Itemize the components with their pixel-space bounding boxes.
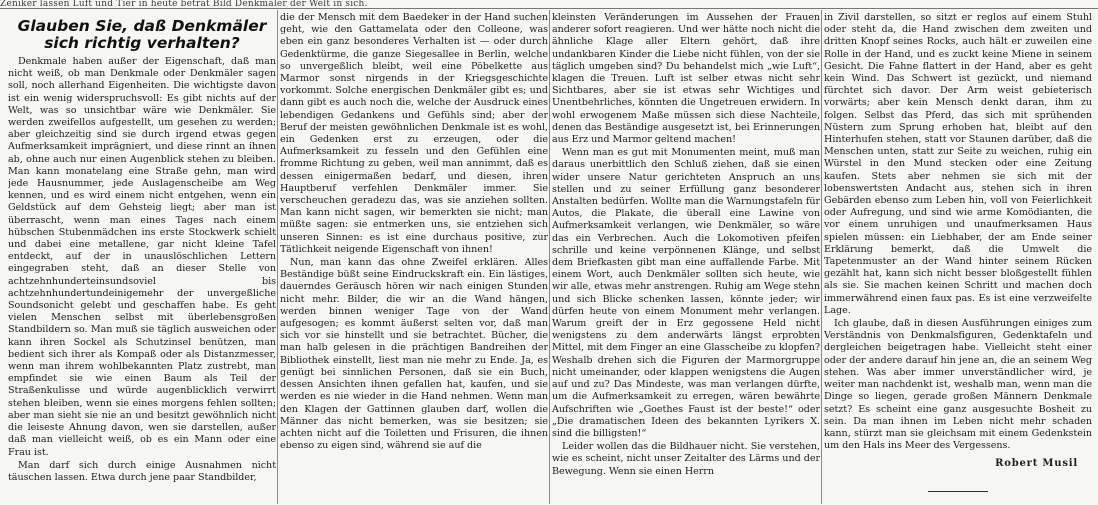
end-of-article-rule bbox=[928, 491, 988, 492]
article-paragraph: Nun, man kann das ohne Zweifel erklären. Alles Beständige büßt seine Eindruckskraft ein. Ein lästiges, dauerndes Geräusch hören wir nach einigen Stunden nicht mehr. Bilder, die wir an die Wand hängen, werden binnen weniger Tage von der Wand aufgesogen; es kommt äußerst selten vor, daß man sich vor sie hinstellt und sie betrachtet. Bücher, die man halb gelesen in die prächtigen Bandreihen der Bibliothek einstellt, liest man nie mehr zu Ende. Ja, es genügt bei sinnlichen Personen, daß sie ein Buch, dessen Ansichten ihnen gefallen hat, kaufen, und sie werden es nie wieder in die Hand nehmen. Wenn man den Klagen der Gattinnen glauben darf, wollen die Männer das nicht bemerken, was sie besitzen; sie achten nicht auf die Toiletten und Frisuren, die ihnen ebenso zu eigen sind, während sie auf die bbox=[280, 257, 548, 452]
article-paragraph: die der Mensch mit dem Baedeker in der Hand suchen geht, wie den Gattamelata oder den Colleone, was eben ein ganz besonderes Verhalten ist — oder durch Gedenktürme, die ganze Siegesallee in Berlin, welche so unvergeßlich bleibt, weil eine Pöbelkette aus Marmor sonst nirgends in der Kriegsgeschichte vorkommt. Solche energischen Denkmäler gibt es; und dann gibt es auch noch die, welche der Ausdruck eines lebendigen Gedankens und Gefühls sind; aber der Beruf der meisten gewöhnlichen Denkmale ist es wohl, ein Gedenken erst zu erzeugen, oder die Aufmerksamkeit zu fesseln und den Gefühlen eine fromme Richtung zu geben, weil man annimmt, daß es dessen einigermaßen bedarf, und diesen, ihren Hauptberuf verfehlen Denkmäler immer. Sie verscheuchen geradezu das, was sie anziehen sollten. Man kann nicht sagen, wir bemerkten sie nicht; man müßte sagen: sie entmerken uns, sie entziehen sich unseren Sinnen: es ist eine durchaus positive, zur Tätlichkeit neigende Eigenschaft von ihnen! bbox=[280, 12, 548, 255]
article-column-1 bbox=[8, 12, 276, 500]
article-column-2 bbox=[280, 12, 548, 500]
article-paragraph: Ich glaube, daß in diesen Ausführungen einiges zum Verständnis von Denkmalsfiguren, Gedenktafeln und dergleichen beigetragen habe. Vielleicht steht einer oder der andere darauf hin jene an, die an seinem Weg stehen. Was aber immer unverständlicher wird, je weiter man nachdenkt ist, weshalb man, wenn man die Dinge so liegen, gerade großen Männern Denkmale setzt? Es scheint eine ganz ausgesuchte Bosheit zu sein. Da man ihnen im Leben nicht mehr schaden kann, stürzt man sie gleichsam mit einem Gedenkstein um den Hals ins Meer des Vergessens. bbox=[824, 318, 1092, 452]
article-column-3 bbox=[552, 12, 820, 500]
column-divider bbox=[277, 10, 278, 504]
top-divider bbox=[0, 8, 1098, 9]
article-paragraph: Wenn man es gut mit Monumenten meint, muß man daraus unerbittlich den Schluß ziehen, daß sie einen wider unsere Natur gerichteten Anspruch an uns stellen und zu seiner Erfüllung ganz besonderer Anstalten bedürfen. Wollte man die Warnungstafeln für Autos, die Plakate, die überall eine Lawine von Aufmerksamkeit verlangen, wie Denkmäler, so wäre das ein Verbrechen. Auch die Lokomotiven pfeifen schrille und keine verpönnenen Klänge, und selbst dem Briefkasten gibt man eine auffallende Farbe. Mit einem Wort, auch Denkmäler sollten sich heute, wie wir alle, etwas mehr anstrengen. Ruhig am Wege stehn und sich Blicke schenken lassen, könnte jeder; wir dürfen heute von einem Monument mehr verlangen. Warum greift der in Erz gegossene Held nicht wenigstens zu dem anderwärts längst erprobten Mittel, mit dem Finger an eine Glasscheibe zu klopfen? Weshalb drehen sich die Figuren der Marmorgruppe nicht umeinander, oder klappen wenigstens die Augen auf und zu? Das Mindeste, was man verlangen dürfte, um die Aufmerksamkeit zu erregen, wären bewährte Aufschriften wie „Goethes Faust ist der beste!“ oder „Die dramatischen Ideen des bekannten Lyrikers X. sind die billigsten!“ bbox=[552, 147, 820, 439]
article-column-4 bbox=[824, 12, 1092, 500]
previous-article-strip: Zeniker lassen Luft und Tier in heute betrat Bild Denkmäler der Welt in sich. bbox=[0, 0, 368, 8]
article-paragraph: in Zivil darstellen, so sitzt er reglos auf einem Stuhl oder steht da, die Hand zwischen dem zweiten und dritten Knopf seines Rocks, auch hält er zuweilen eine Rolle in der Hand, und es zuckt keine Miene in seinem Gesicht. Die Fahne flattert in der Hand, aber es geht kein Wind. Das Schwert ist gezückt, und niemand fürchtet sich davor. Der Arm weist gebieterisch vorwärts; aber kein Mensch denkt daran, ihm zu folgen. Selbst das Pferd, das sich mit sprühenden Nüstern zum Sprung erhoben hat, bleibt auf den Hinterhufen stehen, statt vor Staunen darüber, daß die Menschen unten, statt zur Seite zu weichen, ruhig ein Würstel in den Mund stecken oder eine Zeitung kaufen. Stets aber nehmen sie sich mit der lobenswertsten Andacht aus, stehen sich in ihren Gebärden ebenso zum Leben hin, voll von Feierlichkeit oder Aufregung, und sind wie arme Komödianten, die vor einem unruhigen und unaufmerksamen Haus spielen müssen: ein Liebhaber, der am Ende seiner Erklärung bemerkt, daß die Umwelt die Tapetenmuster an der Wand hinter seinem Rücken gezählt hat, kann sich nicht besser bloßgestellt fühlen als sie. Sie machen keinen Schritt und machen doch immerwährend einen faux pas. Es ist eine verzweifelte Lage. bbox=[824, 12, 1092, 316]
article-paragraph: Leider wollen das die Bildhauer nicht. Sie verstehen, wie es scheint, nicht unser Zeitalter des Lärms und der Bewegung. Wenn sie einen Herrn bbox=[552, 441, 820, 477]
author-signature: Robert Musil bbox=[995, 458, 1078, 470]
column-divider bbox=[821, 10, 822, 504]
article-headline: Glauben Sie, daß Denkmäler sich richtig verhalten? bbox=[17, 17, 267, 52]
article-paragraph: Man darf sich durch einige Ausnahmen nicht täuschen lassen. Etwa durch jene paar Standbilder, bbox=[8, 459, 276, 483]
column-divider bbox=[549, 10, 550, 504]
article-paragraph: kleinsten Veränderungen im Aussehen der Frauen anderer sofort reagieren. Und wer hätte noch nicht die ähnliche Klage aller Eltern gehört, daß ihre undankbaren Kinder die Liebe nicht fühlen, von der sie täglich umgeben sind? Du behandelst mich „wie Luft“, klagen die Treuen. Luft ist selber etwas nicht sehr Sichtbares, aber sie ist etwas sehr Wichtiges und Unentbehrliches, könnten die Ungetreuen erwidern. In wohl erwogenem Maße müssen sich diese Nachteile, denen das Beständige ausgesetzt ist, bei Erinnerungen aus Erz und Marmor geltend machen! bbox=[552, 12, 820, 146]
article-paragraph: Denkmale haben außer der Eigenschaft, daß man nicht weiß, ob man Denkmale oder Denkmäler sagen soll, noch allerhand Eigenheiten. Die wichtigste davon ist ein wenig widerspruchsvoll: Es gibt nichts auf der Welt, was so unsichtbar wäre wie Denkmäler. Sie werden zweifellos aufgestellt, um gesehen zu werden; aber gleichzeitig sind sie durch irgend etwas gegen Aufmerksamkeit imprägniert, und diese rinnt an ihnen ab, ohne auch nur einen Augenblick stehen zu bleiben. Man kann monatelang eine Straße gehn, man wird jede Hausnummer, jede Auslagenscheibe am Weg kennen, und es wird einem nicht entgehen, wenn ein Geldstück auf dem Gehsteig liegt; aber man ist überrascht, wenn man eines Tages nach einem hübschen Stubenmädchen ins erste Stockwerk schielt und dabei eine metallene, gar nicht kleine Tafel entdeckt, auf der in unauslöschlichen Lettern eingegraben steht, daß an dieser Stelle von achtzehnhunderteinsundsoviel bis achtzehnhundertundeinigemehr der unvergeßliche Soundsonicht gelebt und geschaffen habe. Es geht vielen Menschen selbst mit überlebensgroßen Standbildern so. Man muß sie täglich ausweichen oder kann ihren Sockel als Schutzinsel benützen, man bedient sich ihrer als Kompaß oder als Distanzmesser, wenn man ihrem wohlbekannten Platz zustrebt, man empfindet sie wie einen Baum als Teil der Straßenkulisse und würde augenblicklich verwirrt stehen bleiben, wenn sie eines morgens fehlen sollten; aber man sieht sie nie an und besitzt gewöhnlich nicht die leiseste Ahnung davon, wen sie darstellen, außer daß man vielleicht weiß, ob es ein Mann oder eine Frau ist. bbox=[8, 56, 276, 458]
